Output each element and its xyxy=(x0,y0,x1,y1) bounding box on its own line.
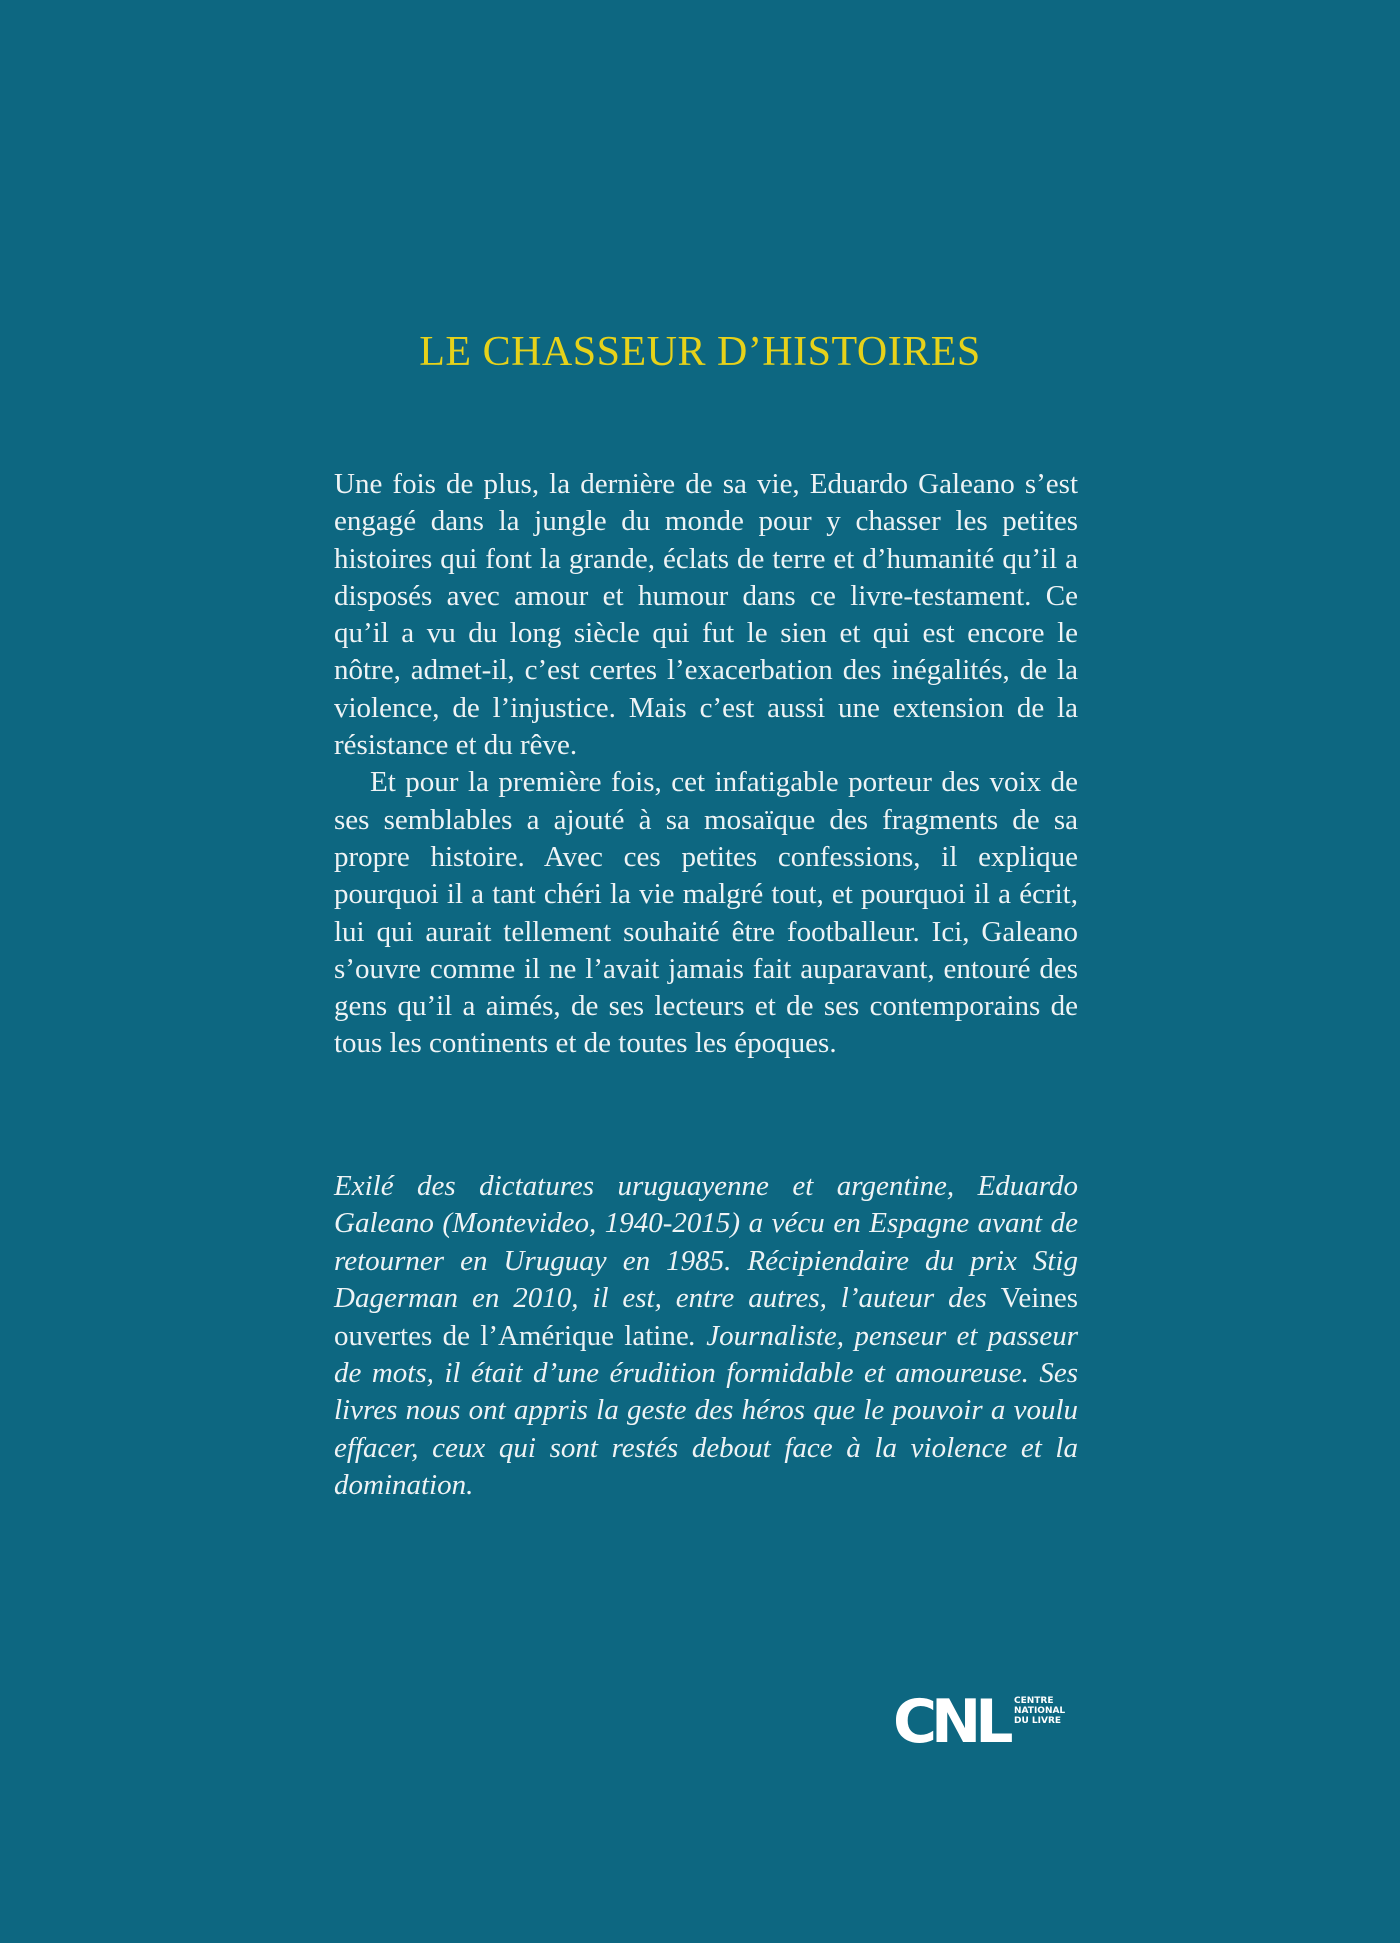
book-title: LE CHASSEUR D’HISTOIRES xyxy=(419,329,981,375)
bio-text-2: . Journaliste, penseur et passeur de mots, il était d’une érudition formidable et amoureuse. Ses livres nous ont appris la geste des héros que le pouvoir a voulu effacer, ceux qui sont restés debout face à la violence et la domination. xyxy=(334,1319,1078,1502)
author-bio xyxy=(334,1168,1078,1505)
description-paragraph-1: Une fois de plus, la dernière de sa vie, Eduardo Galeano s’est engagé dans la jungle du monde pour y chasser les petites histoires qui font la grande, éclats de terre et d’humanité qu’il a disposés avec amour et humour dans ce livre-testament. Ce qu’il a vu du long siècle qui fut le sien et qui est encore le nôtre, admet-il, c’est certes l’exacerbation des inégalités, de la violence, de l’injustice. Mais c’est aussi une extension de la résistance et du rêve. xyxy=(334,468,1078,762)
cnl-logo-mark: CNL xyxy=(893,1687,1008,1757)
description-paragraph-2: Et pour la première fois, cet infatigable porteur des voix de ses semblables a ajouté à sa mosaïque des fragments de sa propre histoire. Avec ces petites confessions, il explique pourquoi il a tant chéri la vie malgré tout, et pourquoi il a écrit, lui qui aurait tellement souhaité être footballeur. Ici, Galeano s’ouvre comme il ne l’avait jamais fait auparavant, entouré des gens qu’il a aimés, de ses lecteurs et de ses contemporains de tous les continents et de toutes les époques. xyxy=(334,766,1078,1060)
cnl-logo-caption xyxy=(1014,1696,1065,1726)
bio-text-1: Exilé des dictatures uruguayenne et argentine, Eduardo Galeano (Montevideo, 1940-2015) a vécu en Espagne avant de retourner en Uruguay en 1985. Récipiendaire du prix Stig Dagerman en 2010, il est, entre autres, l’auteur des xyxy=(334,1170,1078,1315)
bio-book-title: Veines ouvertes de l’Amérique latine xyxy=(334,1282,1078,1352)
cnl-logo xyxy=(893,1687,1066,1760)
book-description xyxy=(334,466,1078,1063)
cnl-caption-line-3: DU LIVRE xyxy=(1014,1716,1062,1726)
cnl-caption-line-1: CENTRE xyxy=(1014,1696,1054,1706)
cnl-caption-line-2: NATIONAL xyxy=(1014,1706,1066,1716)
